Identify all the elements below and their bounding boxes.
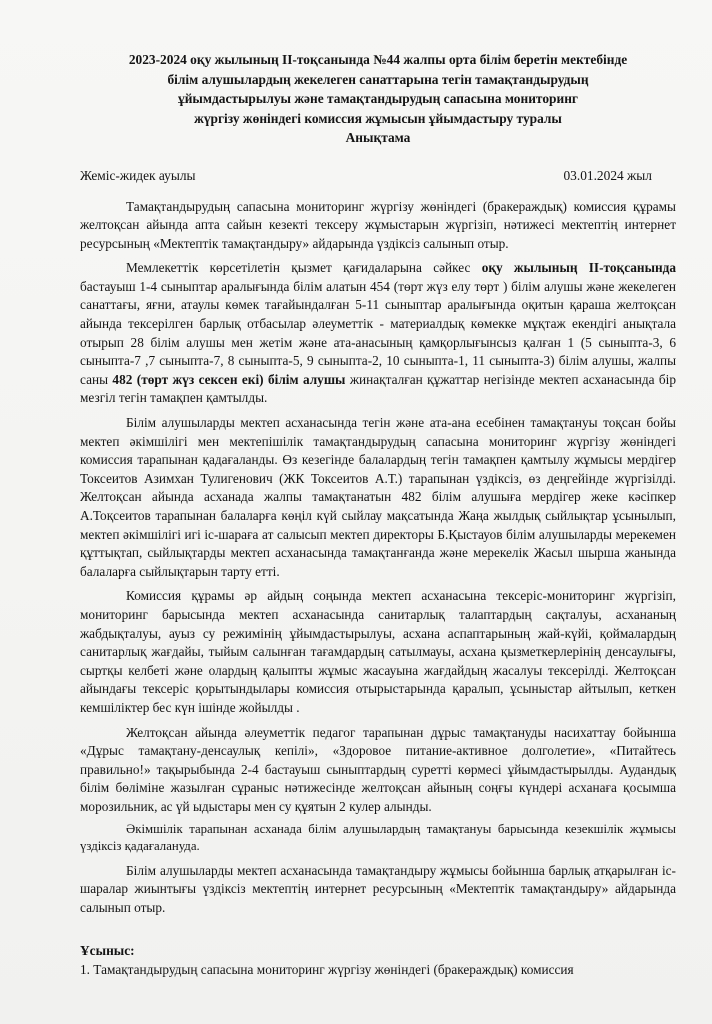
title-line: 2023-2024 оқу жылының ІІ-тоқсанында №44 жалпы орта білім беретін мектебінде [128,52,628,67]
place-date-row [80,168,676,184]
paragraph-free-meals [80,259,676,408]
title-line: білім алушылардың жекелеген санаттарына тегін тамақтандырудың [167,71,589,87]
paragraph-duty: Әкімшілік тарапынан асханада білім алушылардың тамақтануы барысында кезекшілік жұмысы үздіксіз қадағалануда. [80,821,676,854]
document-title [80,50,676,148]
recommendations-title: Ұсыныс: [80,943,135,959]
paragraph-bold-text: 482 (төрт жүз сексен екі) білім алушы [112,371,346,387]
title-line-reference: Анықтама [345,130,411,145]
paragraph-supervision: Білім алушыларды мектеп асханасында тегін және ата-ана есебінен тамақтануы тоқсан бойы мектеп әкімшілігі мен мектепішілік тамақтандырудың сапасына мониторинг жүргізу жөніндегі комиссия тарапынан қадағаланды. Өз кезегінде балалардың тегін тамақпен қамтылу жұмысы мердігер Токсеитов Азимхан Тулигенович (ЖК Токсеитов А.Т.) тарапынан үздіксіз, өз деңгейінде жүргізілді. Желтоқсан айында асханада жалпы тамақтанатын 482 білім алушыға мердігер жеке кәсіпкер А.Тоқсеитов тарапынан балаларға көңіл күй сыйлау мақсатында Жаңа жылдық сыйлықтар ұсынылып, мектеп әкімшілігі игі іс-шараға ат салысып мектеп директоры Б.Қыстауов білім алушыларды мерекемен құттықтап, сыйлықтарды мектеп асханасында тамақтанғанда және мерекелік Жасыл шырша жанында балаларға сыйлықтарын тарту етті. [80,415,676,579]
paragraph-healthy-eating: Желтоқсан айында әлеуметтік педагог тарапынан дұрыс тамақтануды насихаттау бойынша «Дұрыс тамақтану-денсаулық кепілі», «Здоровое питание-активное долголетие», «Питайтесь правильно!» тақырыбында 2-4 бастауыш сыныптардың суретті көрмесі ұйымдастырылды. Аудандық білім бөліміне жазылған сұраныс нәтижесінде желтоқсан айының соңғы күндері асханаға қосымша морозильник, ас үй ыдыстары мен су құятын 2 кулер алынды. [80,724,676,814]
title-line: ұйымдастырылуы және тамақтандырудың сапасына мониторинг [178,91,578,106]
paragraph-text: бастауыш 1-4 сыныптар аралығында білім алатын 454 (төрт жүз елу төрт ) білім алушы және жекелеген санаттағы, яғни, атаулы көмек тағайындалған 5-11 сыныптар аралығында оқитын қараша желтоқсан айында тексерілген барлық отбасылар әлеуметтік - материалдық көмекке мұқтаж екендігі анықтала отырып 28 білім алушы мен жетім және ата-анасының қамқорлығынсыз қалған 1 (5 сыныпта-3, 6 сыныпта-7 ,7 сыныпта-7, 8 сыныпта-5, 9 сыныпта-2, 10 сыныпта-1, 11 сыныпта-3) білім алушы, жалпы саны [80,278,676,387]
title-line: жүргізу жөніндегі комиссия жұмысын ұйымдастыру туралы [194,110,562,126]
recommendation-item: 1. Тамақтандырудың сапасына мониторинг жүргізу жөніндегі (бракераждық) комиссия [80,962,574,978]
paragraph-text: жинақталған құжаттар негізінде мектеп асханасында бір мезгіл тегін тамақпен қамтылды. [80,371,676,406]
paragraph-text: Мемлекеттік көрсетілетін қызмет қағидаларына сәйкес [126,260,482,276]
paragraph-bold-text: оқу жылының ІІ-тоқсанында [481,260,676,276]
document-date: 03.01.2024 жыл [563,167,652,183]
paragraph-summary: Білім алушыларды мектеп асханасында тамақтандыру жұмысы бойынша барлық атқарылған іс-шаралар жиынтығы үздіксіз мектептің интернет ресурсының «Мектептік тамақтандыру» айдарында салынып отыр. [80,862,676,915]
paragraph-monitoring: Комиссия құрамы әр айдың соңында мектеп асханасына тексеріс-мониторинг жүргізіп, мониторинг барысында мектеп асханасында санитарлық талаптардың сақталуы, асхананың жабдықталуы, ауыз су режимінің ұйымдастырылуы, асхана аспаптарының жай-күйі, қоймалардың санитарлық жағдайы, тыйым салынған тағамдардың сатылмауы, асхана қызметкерлерінің денсаулығы, сыртқы келбеті және олардың қалыпты жұмыс жасауына жағдайдың жасалуы тексерілді. Желтоқсан айындағы тексеріс қорытындылары комиссия отырыстарында қаралып, ұсыныстар айтылып, кеткен кемшіліктер бес күн ішінде жойылды . [80,588,676,715]
paragraph-commission: Тамақтандырудың сапасына мониторинг жүргізу жөніндегі (бракераждық) комиссия құрамы желтоқсан айында апта сайын кезекті тексеру жұмыстарын жүргізіп, нәтижесі мектептің интернет ресурсының «Мектептік тамақтандыру» айдарында үздіксіз салынып отыр. [80,198,676,251]
place-label: Жеміс-жидек ауылы [80,167,196,183]
